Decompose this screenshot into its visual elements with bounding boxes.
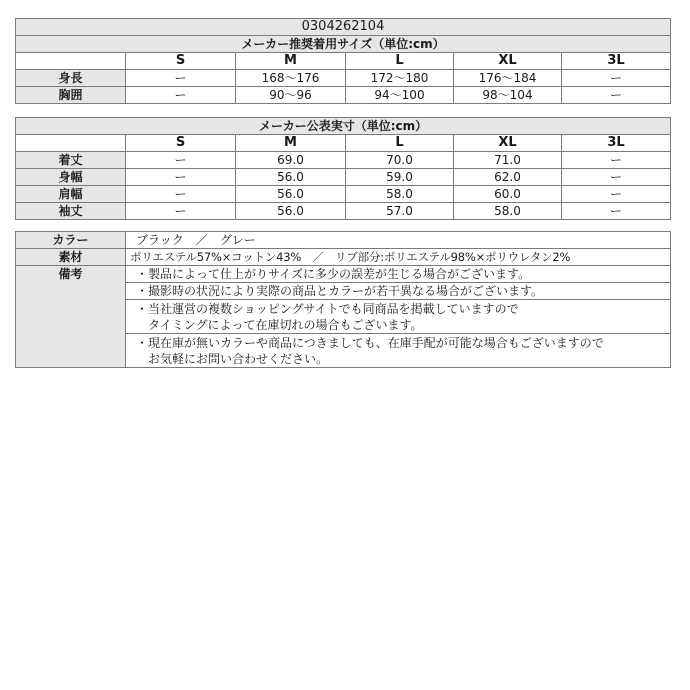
row-label: 着丈 [16, 152, 126, 169]
cell: 90〜96 [236, 87, 346, 104]
actual-size-table [15, 117, 671, 220]
size-header: M [236, 135, 346, 152]
table-row [16, 232, 671, 249]
corner-cell [16, 53, 126, 70]
row-label: 身幅 [16, 169, 126, 186]
note-item [126, 334, 671, 368]
note-line: タイミングによって在庫切れの場合もございます。 [136, 317, 423, 332]
cell: ー [562, 203, 671, 220]
cell: 168〜176 [236, 70, 346, 87]
cell: 59.0 [346, 169, 454, 186]
note-item [126, 300, 671, 334]
cell: ー [562, 152, 671, 169]
size-header: 3L [562, 53, 671, 70]
size-header: S [126, 135, 236, 152]
row-label: 身長 [16, 70, 126, 87]
table-row [16, 152, 671, 169]
cell: 56.0 [236, 203, 346, 220]
cell: ー [126, 169, 236, 186]
table-row [16, 169, 671, 186]
cell: 172〜180 [346, 70, 454, 87]
note-item: ・撮影時の状況により実際の商品とカラーが若干異なる場合がございます。 [126, 283, 671, 300]
table-row [16, 266, 671, 283]
cell: 71.0 [454, 152, 562, 169]
cell: 94〜100 [346, 87, 454, 104]
cell: ー [562, 87, 671, 104]
size-header: L [346, 53, 454, 70]
notes-label: 備考 [16, 266, 126, 368]
table-row [16, 203, 671, 220]
cell: ー [126, 186, 236, 203]
product-code: 0304262104 [16, 19, 671, 36]
color-label: カラー [16, 232, 126, 249]
cell: ー [562, 70, 671, 87]
cell: 60.0 [454, 186, 562, 203]
row-label: 袖丈 [16, 203, 126, 220]
cell: ー [562, 169, 671, 186]
table-row [16, 87, 671, 104]
note-item: ・製品によって仕上がりサイズに多少の誤差が生じる場合がございます。 [126, 266, 671, 283]
cell: 98〜104 [454, 87, 562, 104]
size-header: M [236, 53, 346, 70]
note-line: お気軽にお問い合わせください。 [136, 351, 329, 366]
cell: 56.0 [236, 169, 346, 186]
row-label: 肩幅 [16, 186, 126, 203]
cell: 56.0 [236, 186, 346, 203]
cell: 62.0 [454, 169, 562, 186]
table-row [16, 249, 671, 266]
size-header: S [126, 53, 236, 70]
product-info-table [15, 231, 671, 368]
actual-title: メーカー公表実寸（単位:cm） [16, 118, 671, 135]
corner-cell [16, 135, 126, 152]
cell: 176〜184 [454, 70, 562, 87]
cell: ー [562, 186, 671, 203]
size-header: XL [454, 135, 562, 152]
note-line: ・当社運営の複数ショッピングサイトでも同商品を掲載していますので [136, 301, 519, 316]
table-row [16, 186, 671, 203]
size-header: L [346, 135, 454, 152]
cell: ー [126, 152, 236, 169]
table-row [16, 70, 671, 87]
size-header: 3L [562, 135, 671, 152]
cell: ー [126, 87, 236, 104]
material-label: 素材 [16, 249, 126, 266]
size-header: XL [454, 53, 562, 70]
row-label: 胸囲 [16, 87, 126, 104]
cell: 70.0 [346, 152, 454, 169]
cell: 57.0 [346, 203, 454, 220]
recommended-title: メーカー推奨着用サイズ（単位:cm） [16, 36, 671, 53]
recommended-size-table [15, 18, 671, 104]
cell: 58.0 [346, 186, 454, 203]
cell: ー [126, 203, 236, 220]
material-value: ポリエステル57%×コットン43% ／ リブ部分:ポリエステル98%×ポリウレタン2% [126, 249, 671, 266]
note-line: ・現在庫が無いカラーや商品につきましても、在庫手配が可能な場合もございますので [136, 335, 604, 350]
cell: 69.0 [236, 152, 346, 169]
cell: ー [126, 70, 236, 87]
cell: 58.0 [454, 203, 562, 220]
color-value: ブラック ／ グレー [126, 232, 671, 249]
